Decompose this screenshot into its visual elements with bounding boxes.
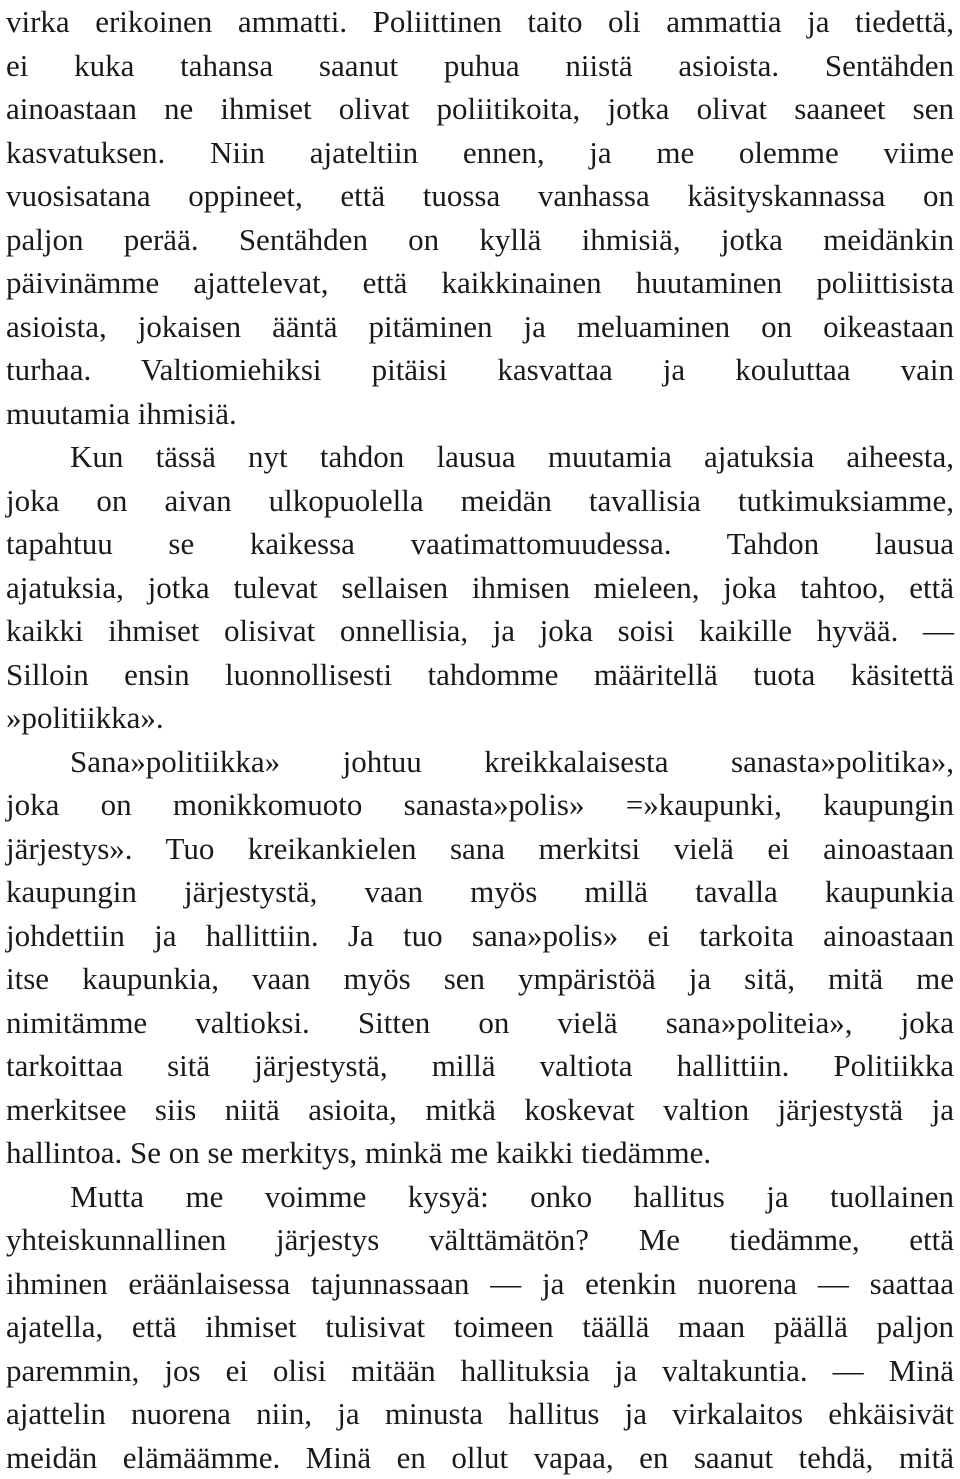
text-line: yhteiskunnallinen järjestys välttämätön? Me tiedämme, että xyxy=(6,1218,954,1262)
text-line: »politiikka». xyxy=(6,696,954,740)
text-line: turhaa. Valtiomiehiksi pitäisi kasvattaa ja kouluttaa vain xyxy=(6,348,954,392)
text-line: asioista, jokaisen ääntä pitäminen ja meluaminen on oikeastaan xyxy=(6,305,954,349)
text-line: ei kuka tahansa saanut puhua niistä asioista. Sentähden xyxy=(6,44,954,88)
text-line: meidän elämäämme. Minä en ollut vapaa, en saanut tehdä, mitä xyxy=(6,1436,954,1479)
text-line: johdettiin ja hallittiin. Ja tuo sana»polis» ei tarkoita ainoastaan xyxy=(6,914,954,958)
text-line: järjestys». Tuo kreikankielen sana merkitsi vielä ei ainoastaan xyxy=(6,827,954,871)
text-line: virka erikoinen ammatti. Poliittinen taito oli ammattia ja tiedettä, xyxy=(6,0,954,44)
text-line: vuosisatana oppineet, että tuossa vanhassa käsityskannassa on xyxy=(6,174,954,218)
text-line: paljon perää. Sentähden on kyllä ihmisiä, jotka meidänkin xyxy=(6,218,954,262)
text-line: tarkoittaa sitä järjestystä, millä valtiota hallittiin. Politiikka xyxy=(6,1044,954,1088)
text-line: itse kaupunkia, vaan myös sen ympäristöä ja sitä, mitä me xyxy=(6,957,954,1001)
text-line: ajattelin nuorena niin, ja minusta hallitus ja virkalaitos ehkäisivät xyxy=(6,1392,954,1436)
text-line: merkitsee siis niitä asioita, mitkä koskevat valtion järjestystä ja xyxy=(6,1088,954,1132)
text-line: muutamia ihmisiä. xyxy=(6,392,954,436)
text-line: ajatuksia, jotka tulevat sellaisen ihmisen mieleen, joka tahtoo, että xyxy=(6,566,954,610)
text-line: tapahtuu se kaikessa vaatimattomuudessa. Tahdon lausua xyxy=(6,522,954,566)
text-line: joka on monikkomuoto sanasta»polis» =»kaupunki, kaupungin xyxy=(6,783,954,827)
text-line: Mutta me voimme kysyä: onko hallitus ja tuollainen xyxy=(6,1175,954,1219)
text-line: Kun tässä nyt tahdon lausua muutamia ajatuksia aiheesta, xyxy=(6,435,954,479)
text-line: ajatella, että ihmiset tulisivat toimeen täällä maan päällä paljon xyxy=(6,1305,954,1349)
text-line: hallintoa. Se on se merkitys, minkä me kaikki tiedämme. xyxy=(6,1131,954,1175)
text-line: joka on aivan ulkopuolella meidän tavallisia tutkimuksiamme, xyxy=(6,479,954,523)
text-line: ainoastaan ne ihmiset olivat poliitikoita, jotka olivat saaneet sen xyxy=(6,87,954,131)
text-line: päivinämme ajattelevat, että kaikkinainen huutaminen poliittisista xyxy=(6,261,954,305)
text-line: kaikki ihmiset olisivat onnellisia, ja joka soisi kaikille hyvää. — xyxy=(6,609,954,653)
text-line: kaupungin järjestystä, vaan myös millä tavalla kaupunkia xyxy=(6,870,954,914)
text-line: paremmin, jos ei olisi mitään hallituksia ja valtakuntia. — Minä xyxy=(6,1349,954,1393)
text-line: nimitämme valtioksi. Sitten on vielä sana»politeia», joka xyxy=(6,1001,954,1045)
text-line: kasvatuksen. Niin ajateltiin ennen, ja me olemme viime xyxy=(6,131,954,175)
text-line: Sana»politiikka» johtuu kreikkalaisesta sanasta»politika», xyxy=(6,740,954,784)
text-line: Silloin ensin luonnollisesti tahdomme määritellä tuota käsitettä xyxy=(6,653,954,697)
text-line: ihminen eräänlaisessa tajunnassaan — ja etenkin nuorena — saattaa xyxy=(6,1262,954,1306)
